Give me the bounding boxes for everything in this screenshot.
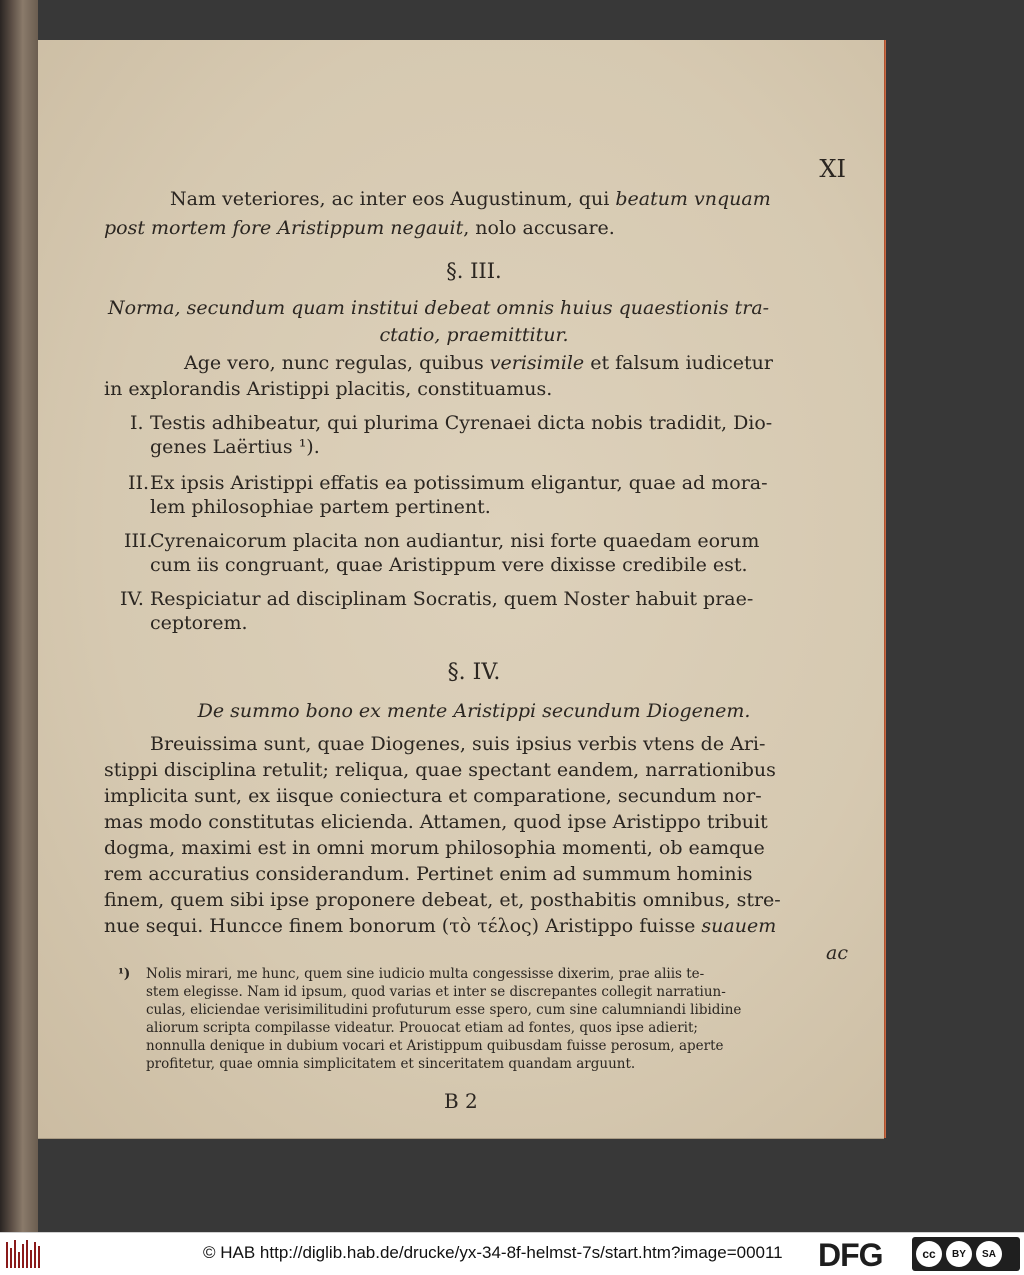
cc-icon: cc	[916, 1241, 942, 1267]
hab-logo-icon	[6, 1240, 46, 1268]
spine-fragment	[4, 285, 16, 505]
text: et falsum iudicetur	[584, 352, 773, 374]
copyright-link[interactable]: © HAB http://diglib.hab.de/drucke/yx-34-8f-helmst-7s/start.htm?image=00011	[203, 1243, 783, 1262]
rule-number: IV.	[120, 588, 144, 610]
paragraph-line: stippi disciplina retulit; reliqua, quae spectant eandem, narrationibus	[104, 759, 776, 781]
text: Age vero, nunc regulas, quibus	[184, 352, 490, 374]
book-edge	[0, 0, 38, 1232]
rule-line: Ex ipsis Aristippi effatis ea potissimum eligantur, quae ad mora-	[150, 472, 768, 494]
paragraph-line: rem accuratius considerandum. Pertinet enim ad summum hominis	[104, 863, 753, 885]
intro-line	[104, 217, 615, 239]
page-content	[104, 40, 848, 1138]
intro-text: Nam veteriores, ac inter eos Augustinum, qui	[170, 188, 616, 210]
page-number: XI	[819, 155, 846, 183]
by-icon: BY	[946, 1241, 972, 1267]
rule-line: cum iis congruant, quae Aristippum vere dixisse credibile est.	[150, 554, 748, 576]
section-title: Norma, secundum quam institui debeat omnis huius quaestionis tra-	[108, 297, 770, 319]
sa-icon: SA	[976, 1241, 1002, 1267]
paragraph-line: dogma, maximi est in omni morum philosophia momenti, ob eamque	[104, 837, 765, 859]
footnote-marker: ¹)	[118, 966, 131, 982]
section-title: De summo bono ex mente Aristippi secundum Diogenem.	[197, 700, 751, 722]
intro-italic: beatum vnquam	[615, 188, 771, 210]
signature-mark: B 2	[444, 1089, 478, 1113]
rule-line: genes Laërtius ¹).	[150, 436, 320, 458]
section-heading: §. III.	[446, 259, 502, 283]
intro-line	[170, 188, 771, 210]
footnote-line: Nolis mirari, me hunc, quem sine iudicio multa congessisse dixerim, prae aliis te-	[146, 966, 705, 982]
paragraph-line: finem, quem sibi ipse proponere debeat, et, posthabitis omnibus, stre-	[104, 889, 781, 911]
cc-license-badge[interactable]	[912, 1237, 1020, 1271]
rule-number: II.	[128, 472, 150, 494]
catchword: ac	[826, 942, 848, 964]
footer-bar	[0, 1232, 1024, 1275]
paragraph-line: implicita sunt, ex iisque coniectura et comparatione, secundum nor-	[104, 785, 762, 807]
dfg-logo: DFG	[818, 1237, 883, 1273]
footnote-line: profitetur, quae omnia simplicitatem et sinceritatem quandam arguunt.	[146, 1056, 636, 1072]
rule-line: lem philosophiae partem pertinent.	[150, 496, 491, 518]
book-page	[38, 40, 884, 1138]
text: nue sequi. Huncce finem bonorum (	[104, 915, 450, 937]
paragraph-line: Breuissima sunt, quae Diogenes, suis ipsius verbis vtens de Ari-	[150, 733, 766, 755]
footnote-line: nonnulla denique in dubium vocari et Aristippum quibusdam fuisse perosum, aperte	[146, 1038, 724, 1054]
italic-text: suauem	[701, 915, 777, 937]
text: ) Aristippo fuisse	[531, 915, 702, 937]
rule-number: III.	[124, 530, 153, 552]
rule-line: ceptorem.	[150, 612, 248, 634]
intro-text: , nolo accusare.	[463, 217, 615, 239]
italic-text: verisimile	[489, 352, 585, 374]
paragraph-line: in explorandis Aristippi placitis, constituamus.	[104, 378, 553, 400]
section-title: ctatio, praemittitur.	[379, 324, 569, 346]
intro-italic: post mortem fore Aristippum negauit	[104, 217, 464, 239]
section-heading: §. IV.	[447, 660, 501, 685]
paragraph-line: mas modo constitutas elicienda. Attamen, quod ipse Aristippo tribuit	[104, 811, 768, 833]
rule-line: Cyrenaicorum placita non audiantur, nisi forte quaedam eorum	[150, 530, 760, 552]
rule-line: Respiciatur ad disciplinam Socratis, quem Noster habuit prae-	[150, 588, 754, 610]
footnote-line: aliorum scripta compilasse videatur. Prouocat etiam ad fontes, quos ipse adierit;	[146, 1020, 698, 1036]
footnote-line: stem elegisse. Nam id ipsum, quod varias et inter se discrepantes collegit narratiun-	[146, 984, 726, 1000]
rule-number: I.	[130, 412, 144, 434]
footnote-line: culas, eliciendae verisimilitudini profuturum esse spero, cum sine calumniandi libidine	[146, 1002, 742, 1018]
paragraph-line	[184, 352, 773, 374]
rule-line: Testis adhibeatur, qui plurima Cyrenaei dicta nobis tradidit, Dio-	[150, 412, 773, 434]
paragraph-line	[104, 915, 776, 937]
greek-text: τὸ τέλος	[449, 915, 532, 937]
